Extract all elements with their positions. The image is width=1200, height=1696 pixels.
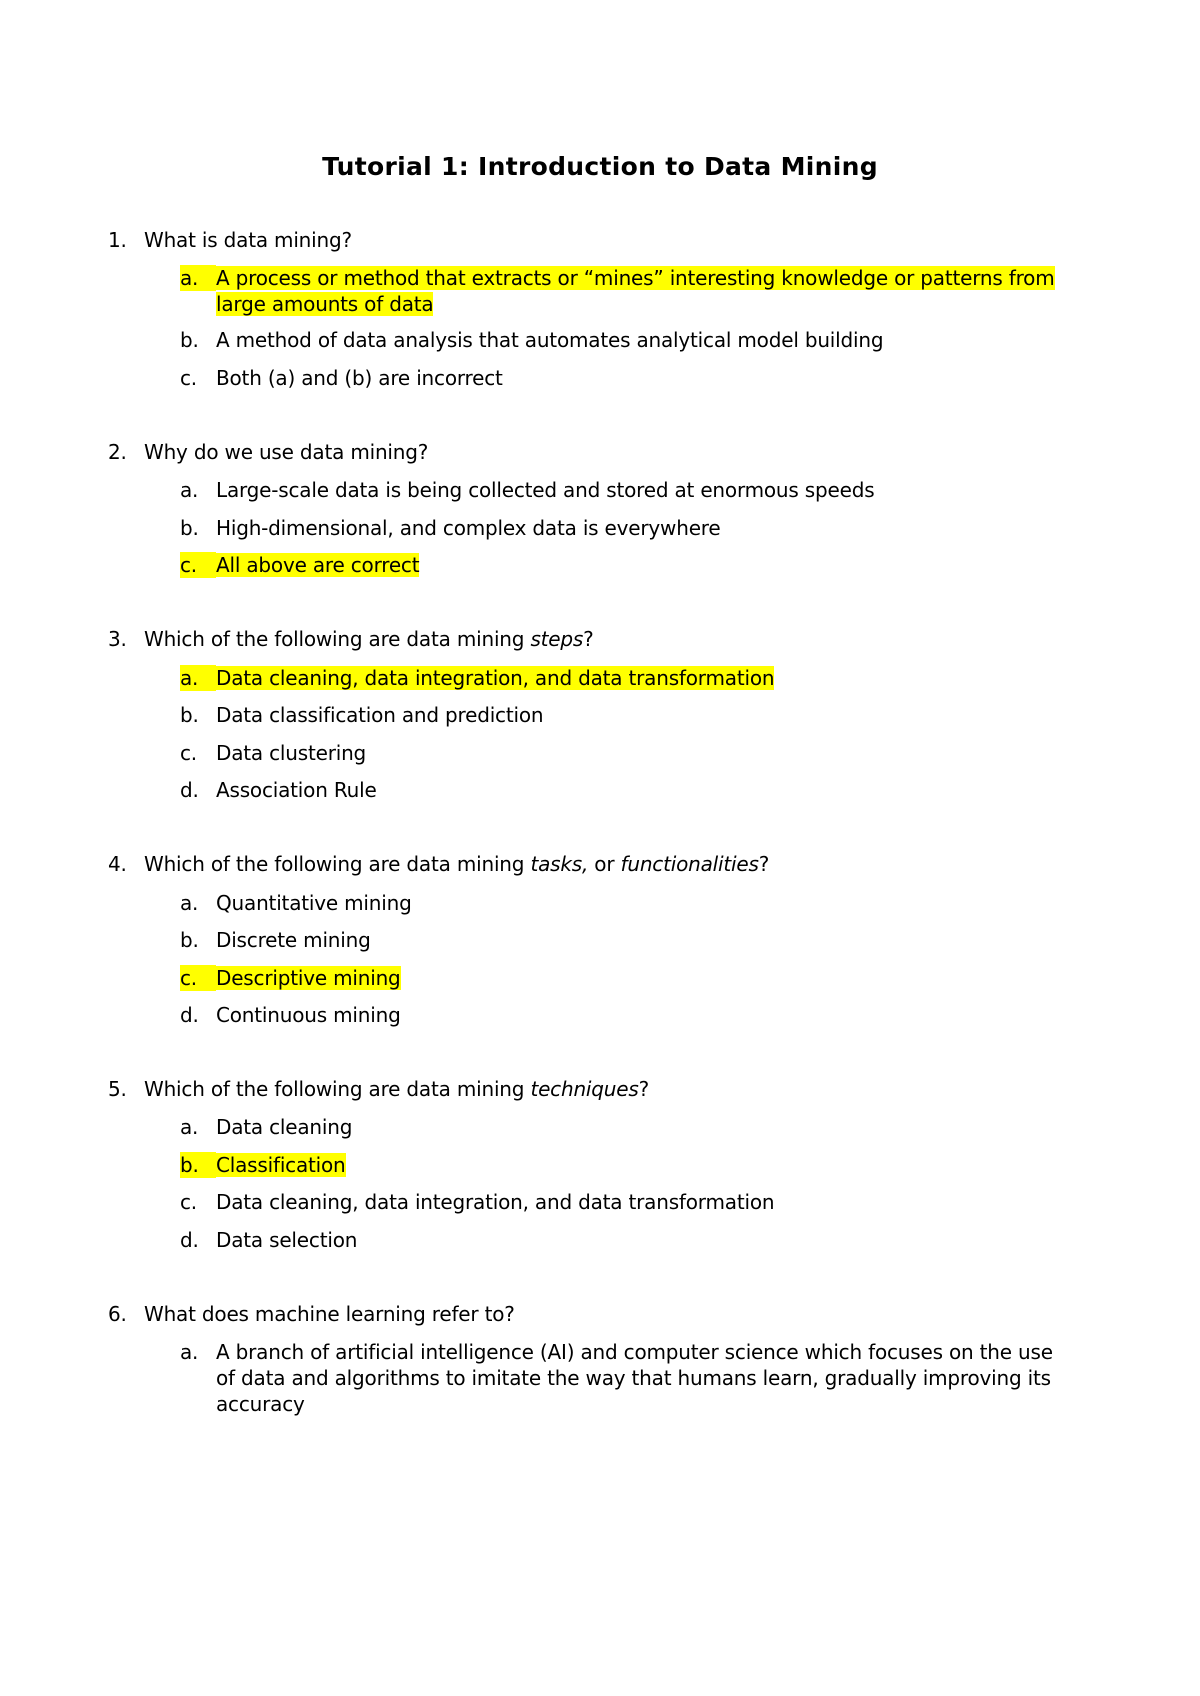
question-text: What is data mining? (144, 228, 352, 252)
question-number: 2. (108, 440, 127, 464)
question-2-option-b (180, 515, 1080, 541)
question-3-option-a (180, 665, 1080, 691)
option-letter: c. (180, 741, 197, 765)
question-number: 6. (108, 1302, 127, 1326)
option-letter: b. (180, 1152, 216, 1178)
option-text: A branch of artificial intelligence (AI) and computer science which focuses on the use of data and algorithms to imitate the way that humans learn, gradually improving its accuracy (216, 1340, 1053, 1416)
option-letter: c. (180, 965, 216, 991)
option-letter: a. (180, 891, 199, 915)
question-1-option-b (180, 327, 1080, 353)
question-number: 5. (108, 1077, 127, 1101)
option-letter: a. (180, 1340, 199, 1364)
option-text: Data selection (216, 1228, 358, 1252)
option-letter: a. (180, 265, 216, 291)
option-text: Classification (216, 1153, 346, 1177)
option-text: A method of data analysis that automates analytical model building (216, 328, 884, 352)
option-letter: a. (180, 665, 216, 691)
option-text: Discrete mining (216, 928, 371, 952)
option-letter: b. (180, 928, 199, 952)
question-number: 3. (108, 627, 127, 651)
question-number: 1. (108, 228, 127, 252)
option-text: Quantitative mining (216, 891, 412, 915)
question-5-option-d (180, 1227, 1080, 1253)
option-text: Data cleaning (216, 1115, 353, 1139)
option-letter: c. (180, 1190, 197, 1214)
option-letter: a. (180, 1115, 199, 1139)
question-1-option-a (180, 265, 1080, 317)
question-3-option-b (180, 702, 1080, 728)
option-text: Data classification and prediction (216, 703, 544, 727)
question-5-option-c (180, 1189, 1080, 1215)
option-text: Data cleaning, data integration, and data transformation (216, 666, 775, 690)
question-emphasis: techniques (530, 1077, 639, 1101)
page-title: Tutorial 1: Introduction to Data Mining (322, 152, 878, 181)
question-text: Which of the following are data mining steps? (144, 627, 594, 651)
question-emphasis: tasks, (530, 852, 589, 876)
question-6-option-a (180, 1339, 1080, 1417)
option-text: A process or method that extracts or “mines” interesting knowledge or patterns from large amounts of data (216, 266, 1055, 316)
question-3-option-c (180, 740, 1080, 766)
question-4-option-b (180, 927, 1080, 953)
option-letter: b. (180, 516, 199, 540)
option-letter: a. (180, 478, 199, 502)
option-text: Data clustering (216, 741, 367, 765)
option-text: Descriptive mining (216, 966, 401, 990)
option-letter: c. (180, 552, 216, 578)
option-letter: b. (180, 328, 199, 352)
option-text: High-dimensional, and complex data is everywhere (216, 516, 721, 540)
option-letter: c. (180, 366, 197, 390)
option-text: Continuous mining (216, 1003, 401, 1027)
option-letter: d. (180, 1003, 199, 1027)
option-text: Association Rule (216, 778, 377, 802)
option-text: Both (a) and (b) are incorrect (216, 366, 503, 390)
question-4-option-c (180, 965, 1080, 991)
question-4-option-a (180, 890, 1080, 916)
question-emphasis: functionalities (620, 852, 759, 876)
option-letter: d. (180, 1228, 199, 1252)
question-2-option-c (180, 552, 1080, 578)
option-letter: d. (180, 778, 199, 802)
question-number: 4. (108, 852, 127, 876)
question-3-option-d (180, 777, 1080, 803)
option-text: All above are correct (216, 553, 420, 577)
question-2-option-a (180, 477, 1080, 503)
question-text: Why do we use data mining? (144, 440, 429, 464)
question-text: Which of the following are data mining tasks, or functionalities? (144, 852, 770, 876)
option-text: Data cleaning, data integration, and data transformation (216, 1190, 775, 1214)
question-text: What does machine learning refer to? (144, 1302, 515, 1326)
option-text: Large-scale data is being collected and stored at enormous speeds (216, 478, 875, 502)
question-4-option-d (180, 1002, 1080, 1028)
option-letter: b. (180, 703, 199, 727)
question-5-option-a (180, 1114, 1080, 1140)
question-1-option-c (180, 365, 1080, 391)
question-emphasis: steps (530, 627, 584, 651)
question-5-option-b (180, 1152, 1080, 1178)
question-text: Which of the following are data mining techniques? (144, 1077, 650, 1101)
